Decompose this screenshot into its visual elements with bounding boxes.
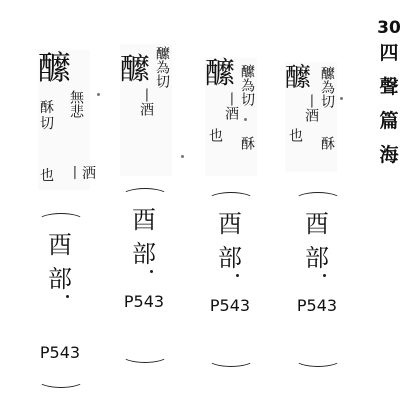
entry-definition: 也 <box>40 168 54 184</box>
entry-definition: 丨酒 <box>303 94 319 122</box>
entry-strip <box>285 62 337 172</box>
annotation-suffix: 部 <box>218 244 242 272</box>
annotation-suffix: 部 <box>48 265 72 293</box>
annotation-page-ref: P543 <box>39 343 81 362</box>
entry-strip <box>120 44 172 176</box>
annotation-radical: 酉 <box>132 206 156 234</box>
entry-definition: 也 <box>207 128 223 142</box>
annotation-dot <box>323 274 326 277</box>
radical-annotation <box>28 213 92 388</box>
scan-speck <box>181 155 184 158</box>
paren-top <box>295 192 341 207</box>
paren-bottom <box>38 373 84 388</box>
page-number: 30 <box>377 18 401 38</box>
entry-strip <box>38 48 96 190</box>
radical-annotation <box>285 192 349 367</box>
entry-headword: 醿 <box>285 63 312 93</box>
entry-definition: 丨洒 <box>68 166 96 182</box>
entry-headword: 醿 <box>38 48 71 87</box>
radical-annotation <box>198 192 262 367</box>
paren-top <box>122 188 168 203</box>
annotation-page-ref: P543 <box>123 292 165 311</box>
annotation-dot <box>236 274 239 277</box>
scan-speck <box>340 97 343 100</box>
entry-definition: 丨酒 <box>223 92 239 120</box>
paren-bottom <box>208 352 254 367</box>
entry-definition: 切 <box>40 116 54 132</box>
entry-headword: 醿 <box>120 52 150 87</box>
paren-bottom <box>295 352 341 367</box>
paren-top <box>208 192 254 207</box>
annotation-dot <box>150 270 153 273</box>
annotation-dot <box>66 295 69 298</box>
paren-top <box>38 213 84 228</box>
entry-definition: 酥 <box>319 136 335 150</box>
entry-definition: 也 <box>287 128 303 142</box>
header-title-char: 聲 <box>379 76 399 98</box>
entry-fanqie: 酥 <box>40 100 54 116</box>
page-header <box>372 18 406 166</box>
header-title-char: 篇 <box>379 110 399 132</box>
annotation-radical: 酉 <box>305 210 329 238</box>
scan-speck <box>97 93 100 96</box>
entry-definition: 丨酒 <box>138 88 154 116</box>
entry-strip <box>205 58 257 176</box>
entry-definition: 醿為切 <box>239 64 255 106</box>
annotation-suffix: 部 <box>305 244 329 272</box>
annotation-page-ref: P543 <box>296 296 338 315</box>
annotation-suffix: 部 <box>132 240 156 268</box>
paren-bottom <box>122 348 168 363</box>
annotation-page-ref: P543 <box>209 296 251 315</box>
header-title-char: 四 <box>379 42 399 64</box>
annotation-radical: 酉 <box>48 231 72 259</box>
header-title-char: 海 <box>379 144 399 166</box>
entry-definition: 酥 <box>239 136 255 150</box>
scan-speck <box>244 118 247 121</box>
entry-definition: 醿為切 <box>154 46 170 88</box>
entry-definition: 無悲 <box>68 90 84 118</box>
radical-annotation <box>112 188 176 363</box>
entry-definition: 醿為切 <box>319 66 335 108</box>
entry-headword: 醿 <box>205 56 235 91</box>
annotation-radical: 酉 <box>218 210 242 238</box>
